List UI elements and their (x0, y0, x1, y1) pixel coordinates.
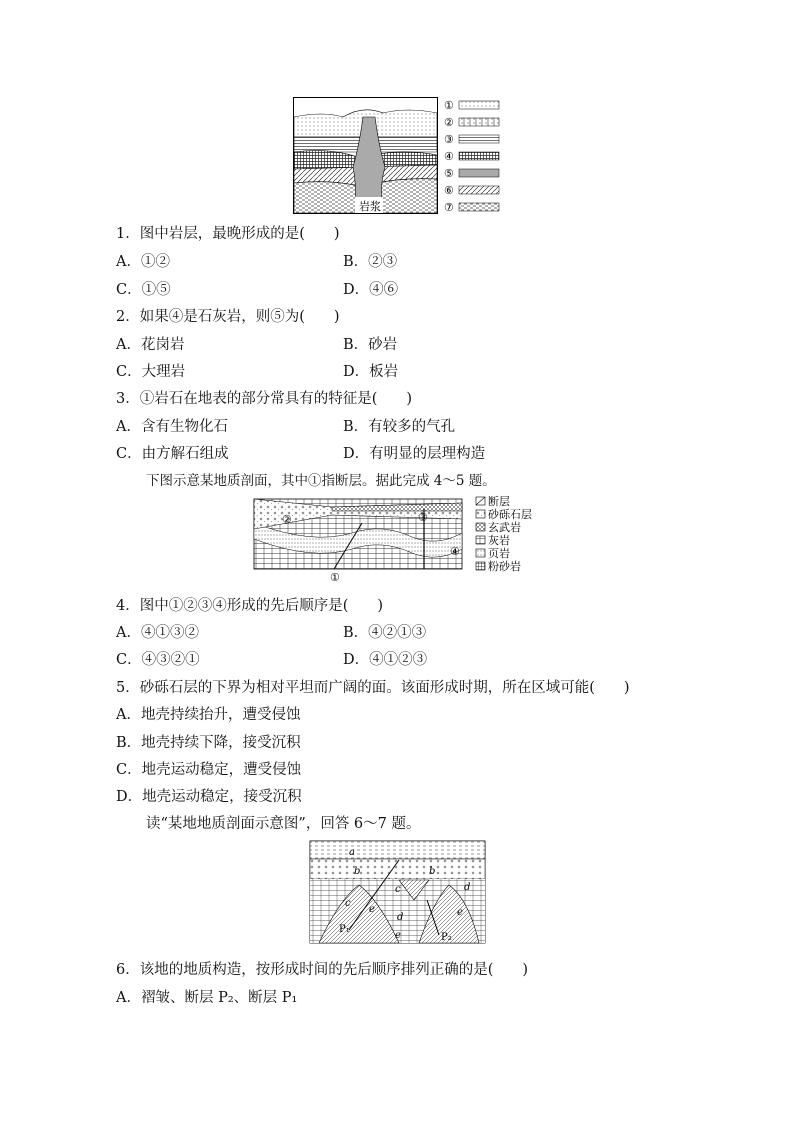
q6-stem: 6．该地的地质构造，按形成时间的先后顺序排列正确的是( ) (116, 962, 529, 978)
q4-option-a[interactable]: A．④①③② (116, 625, 199, 641)
q5-option-b[interactable]: B．地壳持续下降，接受沉积 (116, 735, 301, 751)
label-a: a (349, 847, 355, 858)
label-c-center: c (395, 884, 401, 895)
magma-label: 岩浆 (359, 200, 381, 213)
label-p1: P₁ (339, 924, 350, 935)
q1-option-b[interactable]: B．②③ (343, 254, 398, 270)
label-p2: P₂ (441, 932, 452, 943)
label-b-left: b (354, 866, 361, 877)
label-e-left: e (369, 904, 375, 915)
q4-option-c[interactable]: C．④③②① (116, 652, 200, 668)
q1-stem: 1．图中岩层，最晚形成的是( ) (116, 226, 340, 242)
legend-1: ① (444, 99, 454, 112)
label-e-right: e (457, 907, 463, 918)
q1-option-c[interactable]: C．①⑤ (116, 282, 171, 298)
mark-1: ① (330, 571, 340, 584)
q2-option-d[interactable]: D．板岩 (343, 364, 399, 380)
rock-layers-diagram (293, 97, 505, 215)
q2-option-c[interactable]: C．大理岩 (116, 364, 186, 380)
legend-shale: 页岩 (488, 547, 510, 560)
label-c-left: c (345, 898, 351, 909)
q5-option-a[interactable]: A．地壳持续抬升，遭受侵蚀 (116, 707, 301, 723)
legend-basalt: 玄武岩 (488, 521, 521, 534)
q5-stem: 5．砂砾石层的下界为相对平坦而广阔的面。该面形成时期，所在区域可能( ) (116, 680, 630, 696)
figure-geologic-section (252, 493, 552, 585)
intro-6-7: 读“某地地质剖面示意图”，回答 6～7 题。 (146, 816, 421, 832)
mark-4: ④ (450, 545, 460, 558)
legend-gravel: 砂砾石层 (488, 508, 532, 521)
label-b-right: b (429, 866, 436, 877)
rock-legend (444, 99, 499, 214)
legend-4: ④ (444, 150, 454, 163)
legend-7: ⑦ (444, 201, 454, 214)
geologic-profile-diagram (309, 840, 489, 948)
legend-limestone: 灰岩 (488, 534, 510, 547)
label-e-bottom: e (395, 930, 401, 941)
q2-option-a[interactable]: A．花岗岩 (116, 337, 185, 353)
geologic-section-diagram (252, 493, 552, 585)
figure-rock-layers (293, 97, 505, 215)
q1-option-a[interactable]: A．①② (116, 254, 170, 270)
q4-option-d[interactable]: D．④①②③ (343, 652, 428, 668)
q2-stem: 2．如果④是石灰岩，则⑤为( ) (116, 309, 340, 325)
legend-siltstone: 粉砂岩 (488, 560, 521, 573)
legend-6: ⑥ (444, 184, 454, 197)
q5-option-d[interactable]: D．地壳运动稳定，接受沉积 (116, 789, 302, 805)
q6-option-a[interactable]: A．褶皱、断层 P₂、断层 P₁ (116, 990, 298, 1006)
q4-stem: 4．图中①②③④形成的先后顺序是( ) (116, 598, 384, 614)
q4-option-b[interactable]: B．④②①③ (343, 625, 427, 641)
legend-3: ③ (444, 133, 454, 146)
intro-4-5: 下图示意某地质剖面，其中①指断层。据此完成 4～5 题。 (146, 473, 496, 489)
label-d-center: d (397, 912, 404, 923)
q3-stem: 3．①岩石在地表的部分常具有的特征是( ) (116, 391, 413, 407)
figure-geologic-profile (309, 840, 489, 948)
legend-2: ② (444, 116, 454, 129)
section-legend (476, 494, 532, 573)
q1-option-d[interactable]: D．④⑥ (343, 282, 399, 298)
mark-3: ③ (418, 511, 428, 524)
q3-option-b[interactable]: B．有较多的气孔 (343, 419, 456, 435)
label-d-right: d (464, 882, 471, 893)
mark-2: ② (282, 513, 292, 526)
q2-option-b[interactable]: B．砂岩 (343, 337, 398, 353)
q3-option-a[interactable]: A．含有生物化石 (116, 419, 228, 435)
q3-option-c[interactable]: C．由方解石组成 (116, 446, 229, 462)
q3-option-d[interactable]: D．有明显的层理构造 (343, 446, 486, 462)
legend-5: ⑤ (444, 167, 454, 180)
q5-option-c[interactable]: C．地壳运动稳定，遭受侵蚀 (116, 762, 302, 778)
legend-fault: 断层 (488, 495, 510, 508)
